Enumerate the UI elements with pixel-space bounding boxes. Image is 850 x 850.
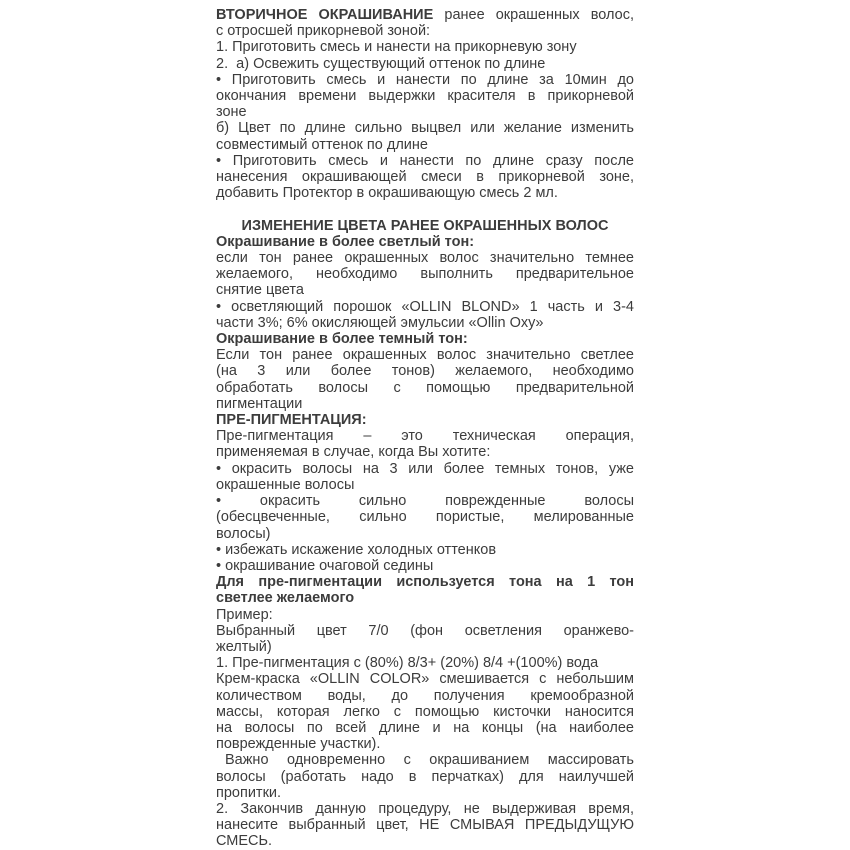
text-line: на волосы по всей длине и на концы (на наиболее xyxy=(216,719,634,736)
text-line: • окрасить волосы на 3 или более темных тонов, уже xyxy=(216,460,634,477)
blank-line xyxy=(216,201,634,217)
text-line: Пример: xyxy=(216,606,273,623)
text-line: • избежать искажение холодных оттенков xyxy=(216,541,497,558)
text-line: 1. Приготовить смесь и нанести на прикорневую зону xyxy=(216,39,577,56)
text-line: • Приготовить смесь и нанести по длине за 10мин до xyxy=(216,71,634,88)
text-line: 1. Пре-пигментация с (80%) 8/3+ (20%) 8/4 +(100%) вода xyxy=(216,655,599,672)
text-line: части 3%; 6% окисляющей эмульсии «Ollin Oxy» xyxy=(216,314,544,331)
text-line: желтый) xyxy=(216,638,272,655)
text-line: если тон ранее окрашенных волос значительно темнее xyxy=(216,250,634,267)
text-line: Крем-краска «OLLIN COLOR» смешивается с небольшим xyxy=(216,671,634,688)
bold-run: ВТОРИЧНОЕ ОКРАШИВАНИЕ xyxy=(216,7,434,23)
text-line: пигментации xyxy=(216,395,303,412)
text-line: • Приготовить смесь и нанести по длине сразу после xyxy=(216,152,634,169)
text-line: светлее желаемого xyxy=(216,590,355,607)
text-line: совместимый оттенок по длине xyxy=(216,136,428,153)
text-line: обработать волосы с помощью предварительной xyxy=(216,379,634,396)
text-line: СМЕСЬ. xyxy=(216,833,273,850)
text-line: Пре-пигментация – это техническая операция, xyxy=(216,428,634,445)
text-line: б) Цвет по длине сильно выцвел или желание изменить xyxy=(216,120,634,137)
text-line: волосы (работать надо в перчатках) для наилучшей xyxy=(216,768,634,785)
text-line: добавить Протектор в окрашивающую смесь 2 мл. xyxy=(216,185,558,202)
text-line: нанесения окрашивающей смеси в прикорневой зоне, xyxy=(216,169,634,186)
text-line: • окрасить сильно поврежденные волосы xyxy=(216,493,634,510)
text-line: с отросшей прикорневой зоной: xyxy=(216,23,431,40)
text-line: Для пре-пигментации используется тона на 1 тон xyxy=(216,574,634,591)
text-line: Окрашивание в более темный тон: xyxy=(216,331,468,348)
text-line: окончания времени выдержки красителя в прикорневой xyxy=(216,88,634,105)
text-line: (обесцвеченные, сильно пористые, мелированные xyxy=(216,509,634,526)
text-line: применяемая в случае, когда Вы хотите: xyxy=(216,444,491,461)
text-line: Окрашивание в более светлый тон: xyxy=(216,233,475,250)
text-line: снятие цвета xyxy=(216,282,304,299)
text-line: количеством воды, до получения кремообразной xyxy=(216,687,634,704)
text-line: окрашенные волосы xyxy=(216,476,355,493)
text-line: Важно одновременно с окрашиванием массировать xyxy=(225,752,634,769)
text-line: Если тон ранее окрашенных волос значительно светлее xyxy=(216,347,634,364)
text-line: Выбранный цвет 7/0 (фон осветления оранжево- xyxy=(216,622,634,639)
text-line: ПРЕ-ПИГМЕНТАЦИЯ: xyxy=(216,412,367,429)
text-line: ВТОРИЧНОЕ ОКРАШИВАНИЕ ранее окрашенных волос, xyxy=(216,7,635,23)
text-line: пропитки. xyxy=(216,784,282,801)
text-line: 2. а) Освежить существующий оттенок по длине xyxy=(216,55,546,72)
text-line: желаемого, необходимо выполнить предварительное xyxy=(216,266,634,283)
instructions-text xyxy=(216,7,634,850)
text-line: ИЗМЕНЕНИЕ ЦВЕТА РАНЕЕ ОКРАШЕННЫХ ВОЛОС xyxy=(241,217,609,234)
text-line: (на 3 или более тонов) желаемого, необходимо xyxy=(216,363,634,380)
text-line: нанесите выбранный цвет, НЕ СМЫВАЯ ПРЕДЫДУЩУЮ xyxy=(216,817,634,834)
text-line: волосы) xyxy=(216,525,271,542)
text-line: 2. Закончив данную процедуру, не выдерживая время, xyxy=(216,800,634,817)
text-line: зоне xyxy=(216,104,247,121)
text-line: • окрашивание очаговой седины xyxy=(216,557,434,574)
text-line: • осветляющий порошок «OLLIN BLOND» 1 часть и 3-4 xyxy=(216,298,634,315)
text-line: массы, которая легко с помощью кисточки наносится xyxy=(216,703,634,720)
text-line: поврежденные участки). xyxy=(216,736,381,753)
